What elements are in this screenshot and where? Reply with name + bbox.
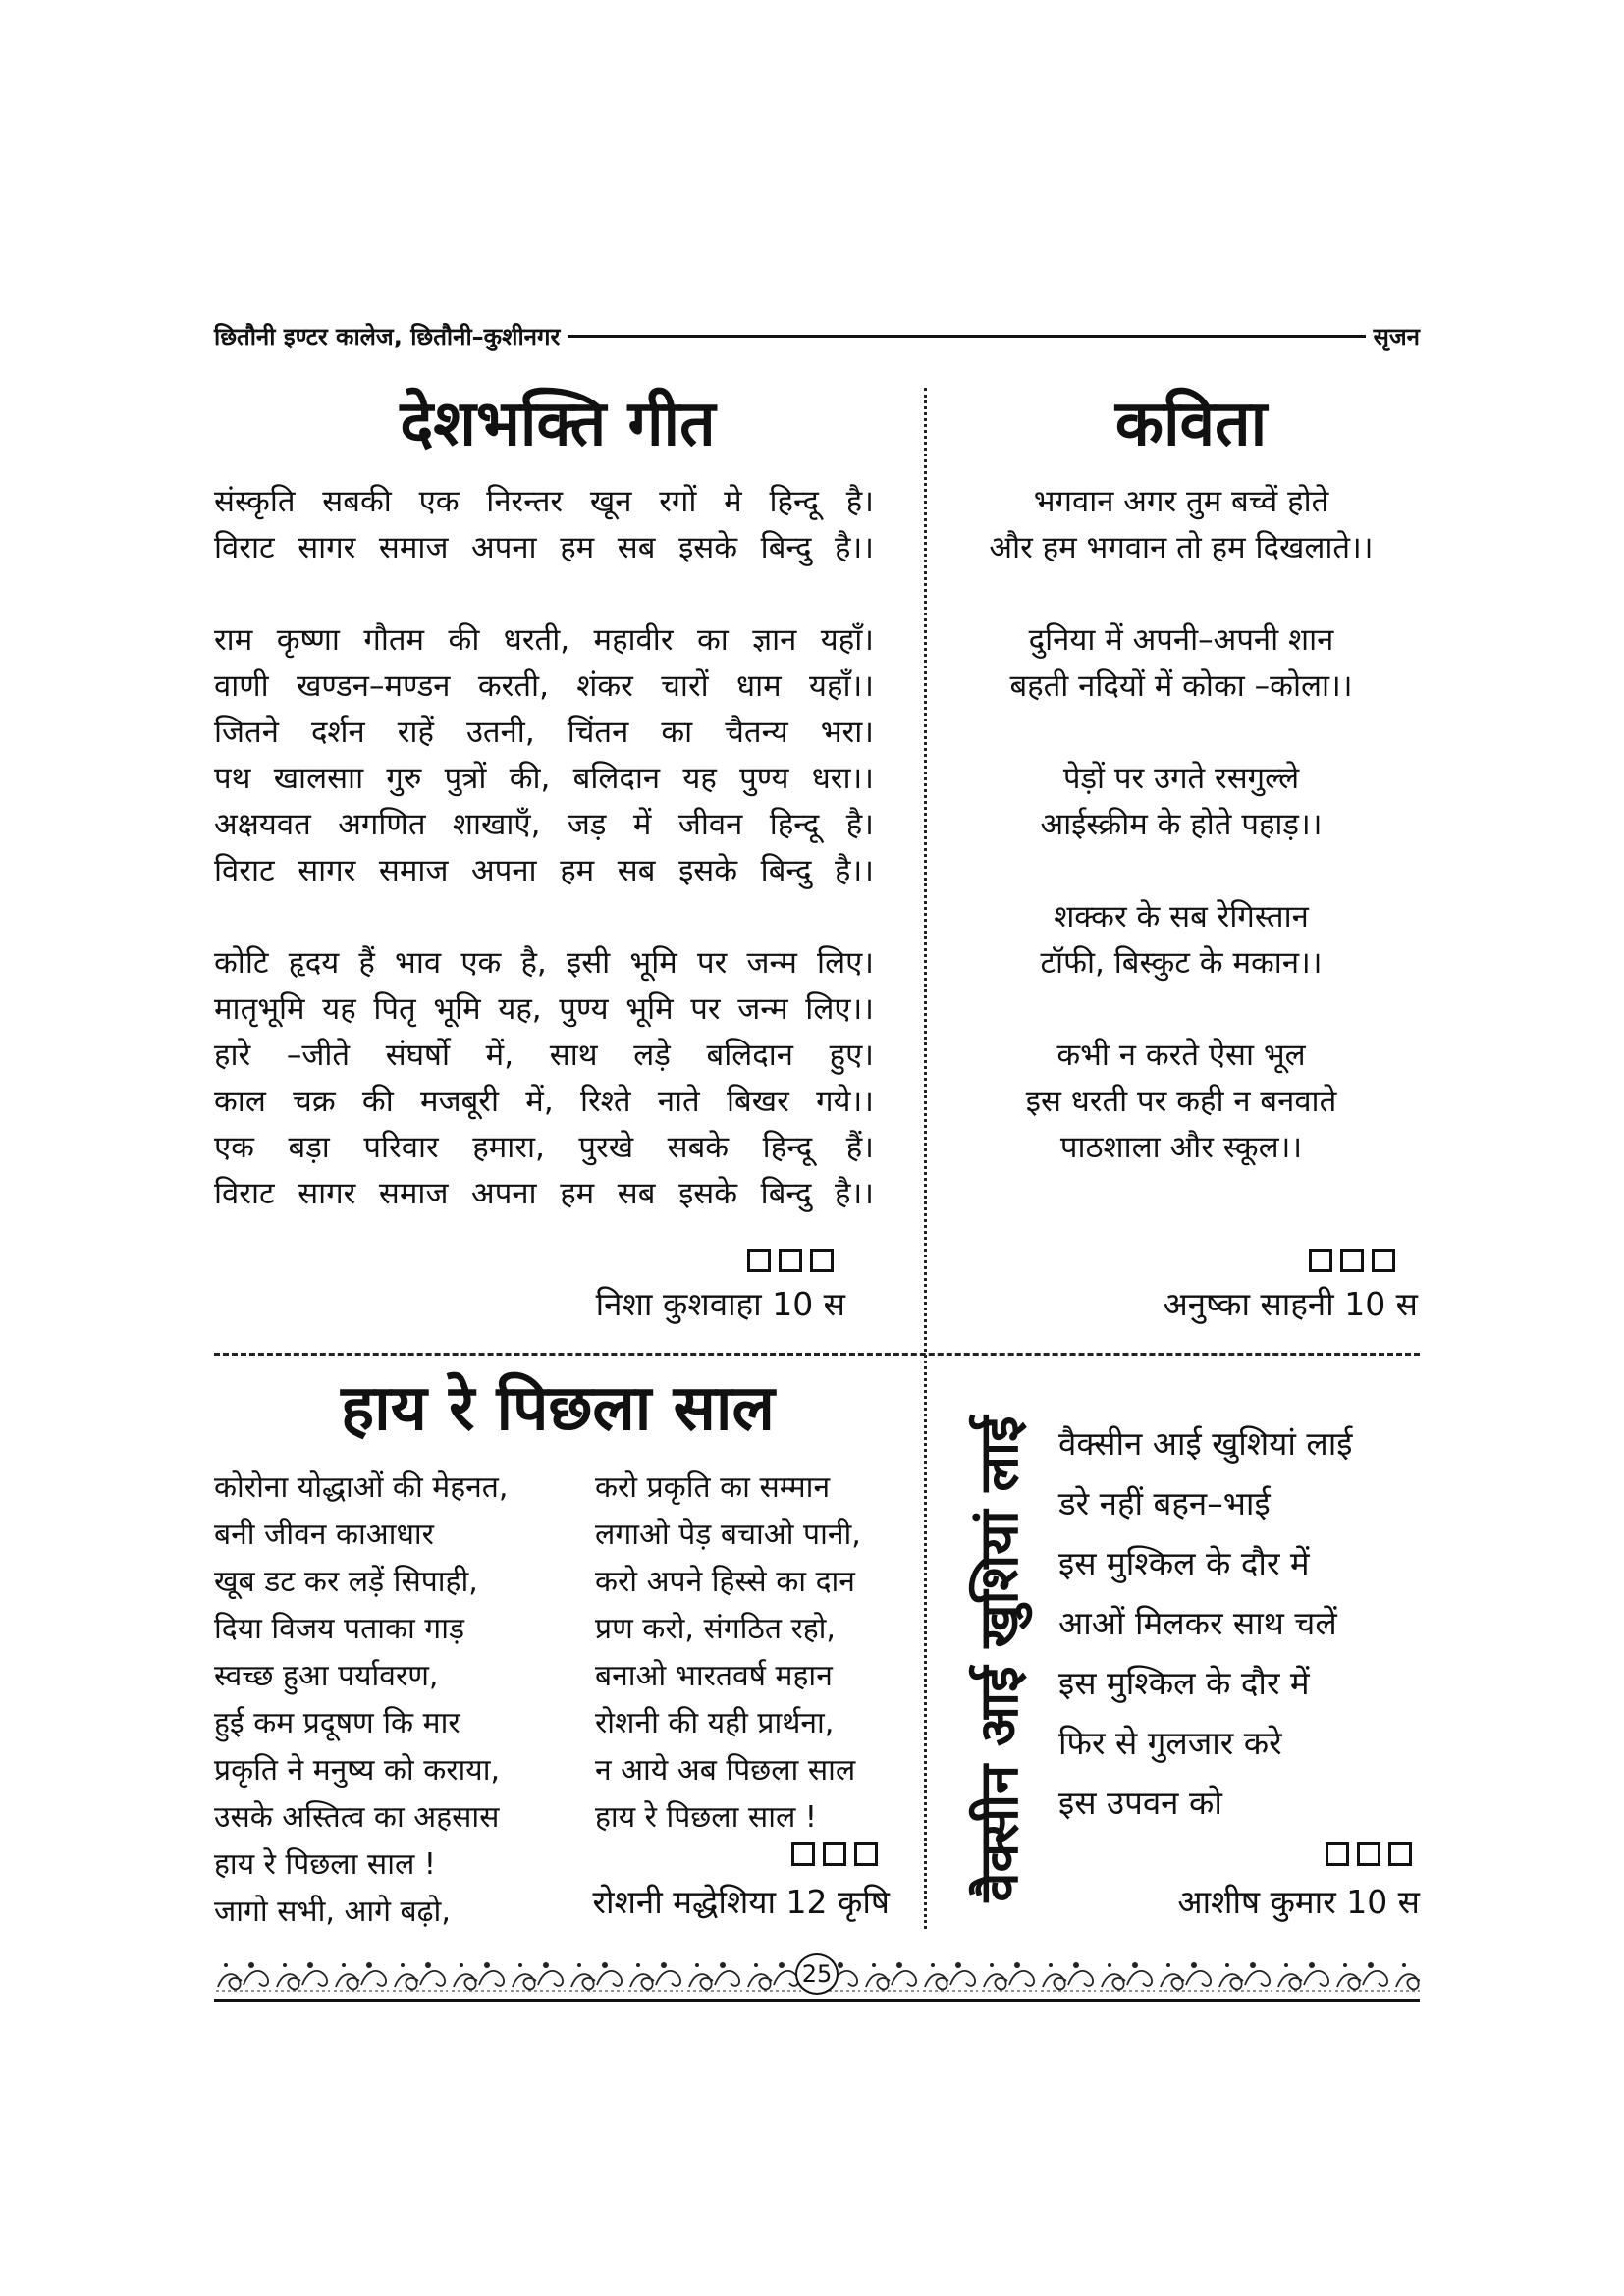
poem-line: संस्कृति सबकी एक निरन्तर खून रगों मे हिन्दू है।	[214, 484, 874, 519]
poem-line: राम कृष्णा गौतम की धरती, महावीर का ज्ञान यहाँ।	[214, 622, 874, 658]
poem-line: प्रण करो, संगठित रहो,	[595, 1612, 836, 1646]
poem-line: वैक्सीन आई खुशियां लाई	[1058, 1424, 1353, 1463]
end-marker	[1309, 1249, 1395, 1272]
poem-line: कभी न करते ऐसा भूल	[1056, 1038, 1306, 1073]
horizontal-divider	[214, 1353, 1420, 1356]
poem-line: काल चक्र की मजबूरी में, रिश्ते नाते बिखर गये।।	[214, 1084, 874, 1119]
footer-rule	[214, 1999, 1420, 2002]
poem-line: हाय रे पिछला साल !	[214, 1847, 436, 1882]
poem-line: स्वच्छ हुआ पर्यावरण,	[214, 1659, 439, 1693]
poem2-author: अनुष्का साहनी 10 स	[1163, 1285, 1418, 1323]
poem-line: फिर से गुलजार करे	[1058, 1724, 1282, 1762]
poem-line: रोशनी की यही प्रार्थना,	[595, 1706, 835, 1740]
poem3-column-right	[595, 1465, 909, 1842]
poem-line: आओं मिलकर साथ चलें	[1058, 1604, 1337, 1642]
end-marker	[1326, 1842, 1412, 1866]
poem-line: डरे नहीं बहन–भाई	[1058, 1484, 1271, 1522]
poem-line: कोरोना योद्धाओं की मेहनत,	[214, 1470, 509, 1505]
poem-line: जागो सभी, आगे बढ़ो,	[214, 1895, 451, 1929]
poem4-body	[1058, 1414, 1422, 1833]
poem-line	[943, 710, 1420, 756]
vertical-divider	[924, 388, 927, 1929]
end-marker	[747, 1249, 834, 1272]
poem-line: टॉफी, बिस्कुट के मकान।।	[1040, 945, 1323, 981]
footer-ornament	[214, 1951, 1420, 1997]
poem-line	[943, 571, 1420, 617]
poem-line: एक बड़ा परिवार हमारा, पुरखे सबके हिन्दू हैं।	[214, 1130, 874, 1165]
poem-line: विराट सागर समाज अपना हम सब इसके बिन्दु है।।	[214, 530, 874, 565]
poem-line	[214, 894, 874, 940]
page-number: 25	[795, 1953, 839, 1995]
poem-line: वाणी खण्डन–मण्डन करती, शंकर चारों धाम यहाँ।।	[214, 668, 874, 704]
poem-line: पाठशाला और स्कूल।।	[1059, 1130, 1303, 1165]
poem-line: इस मुश्किल के दौर में	[1058, 1664, 1310, 1702]
page-header	[214, 316, 1420, 355]
header-school-name: छितौनी इण्टर कालेज, छितौनी–कुशीनगर	[214, 322, 561, 350]
poem-line: प्रकृति ने मनुष्य को कराया,	[214, 1753, 501, 1788]
poem-line: विराट सागर समाज अपना हम सब इसके बिन्दु है।।	[214, 853, 874, 888]
poem4-author: आशीष कुमार 10 स	[1177, 1883, 1420, 1921]
poem-line: इस धरती पर कही न बनवाते	[1025, 1084, 1337, 1119]
poem-line: बहती नदियों में कोका –कोला।।	[1009, 668, 1353, 704]
end-marker	[791, 1842, 878, 1866]
poem-line: बनी जीवन काआधार	[214, 1518, 434, 1552]
poem1-body	[214, 479, 874, 1217]
poem-line: भगवान अगर तुम बच्वें होते	[1033, 484, 1329, 519]
poem-line: जितने दर्शन राहें उतनी, चिंतन का चैतन्य भरा।	[214, 715, 874, 750]
poem3-column-left	[214, 1465, 568, 1936]
poem4-vertical-title	[947, 1394, 1046, 1924]
header-rule	[568, 335, 1365, 338]
poem-line	[943, 987, 1420, 1033]
poem-line: करो अपने हिस्से का दान	[595, 1565, 855, 1599]
poem-line: हारे –जीते संघर्षो में, साथ लड़े बलिदान हुए।	[214, 1038, 874, 1073]
poem-line: करो प्रकृति का सम्मान	[595, 1470, 831, 1505]
poem-line: बनाओ भारतवर्ष महान	[595, 1659, 833, 1693]
poem-line: हुई कम प्रदूषण कि मार	[214, 1706, 460, 1740]
poem-line: इस उपवन को	[1058, 1784, 1222, 1822]
poem-line: कोटि हृदय हैं भाव एक है, इसी भूमि पर जन्म लिए।	[214, 945, 874, 981]
poem-line: खूब डट कर लड़ें सिपाही,	[214, 1565, 478, 1599]
poem-line	[943, 848, 1420, 894]
poem3-author: रोशनी मद्धेशिया 12 कृषि	[592, 1883, 890, 1921]
poem-line: इस मुश्किल के दौर में	[1058, 1544, 1310, 1582]
poem-line: उसके अस्तित्व का अहसास	[214, 1800, 500, 1835]
poem1-title: देशभक्ति गीत	[400, 388, 716, 460]
poem2-title: कविता	[1114, 388, 1268, 460]
poem-line	[214, 571, 874, 617]
poem-line: पेड़ों पर उगते रसगुल्ले	[1062, 761, 1300, 796]
poem-line: दिया विजय पताका गाड़	[214, 1612, 465, 1646]
poem-line: आईस्क्रीम के होते पहाड़।।	[1040, 807, 1323, 842]
poem-line: हाय रे पिछला साल !	[595, 1800, 817, 1835]
poem1-author: निशा कुशवाहा 10 स	[595, 1285, 845, 1323]
poem-line: पथ खालसाा गुरु पुत्रों की, बलिदान यह पुण्य धरा।।	[214, 761, 874, 796]
poem4-title: वैक्सीन आई खुशियां लाई	[968, 1415, 1030, 1902]
poem3-title: हाय रे पिछला साल	[341, 1372, 775, 1445]
poem2-body	[943, 479, 1420, 1171]
poem-line: अक्षयवत अगणित शाखाएँ, जड़ में जीवन हिन्दू है।	[214, 807, 874, 842]
poem-line: न आये अब पिछला साल	[595, 1753, 856, 1788]
poem-line: विराट सागर समाज अपना हम सब इसके बिन्दु है।।	[214, 1176, 874, 1211]
poem-line: और हम भगवान तो हम दिखलाते।।	[989, 530, 1374, 565]
poem-line: दुनिया में अपनी–अपनी शान	[1028, 622, 1334, 658]
poem-line: शक्कर के सब रेगिस्तान	[1054, 899, 1309, 934]
poem-line: लगाओ पेड़ बचाओ पानी,	[595, 1518, 861, 1552]
poem-line: मातृभूमि यह पितृ भूमि यह, पुण्य भूमि पर जन्म लिए।।	[214, 991, 874, 1027]
header-magazine-name: सृजन	[1373, 322, 1420, 350]
